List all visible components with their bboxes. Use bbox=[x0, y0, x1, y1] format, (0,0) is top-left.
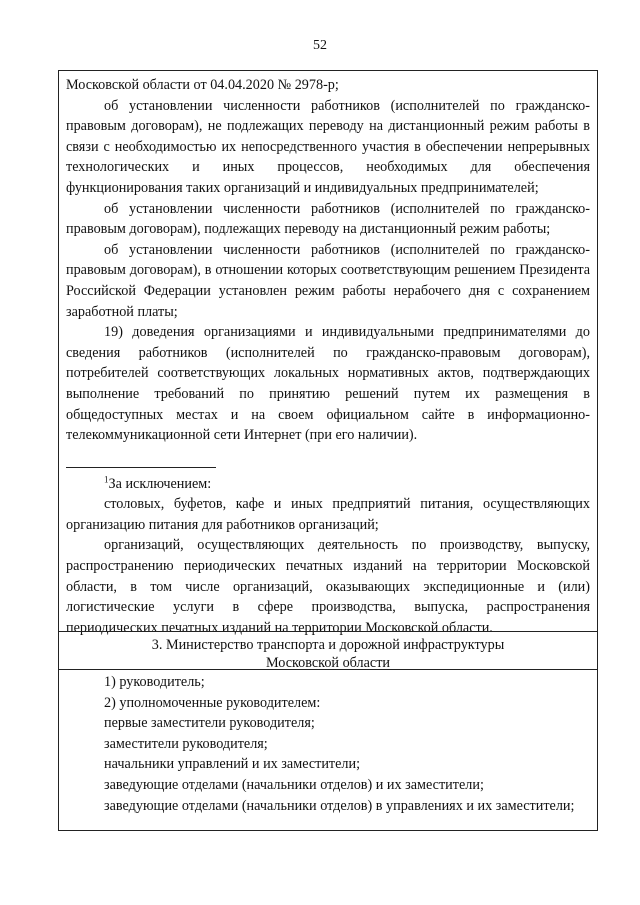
paragraph: об установлении численности работников (исполнителей по гражданско-правовым договорам), подлежащих переводу на дистанционный режим работы; bbox=[66, 200, 590, 238]
table-cell-bottom bbox=[59, 669, 597, 830]
footnote-paragraph: столовых, буфетов, кафе и иных предприятий питания, осуществляющих организацию питания для работников организаций; bbox=[66, 496, 590, 533]
list-item: начальники управлений и их заместители; bbox=[104, 756, 361, 773]
footnote-separator bbox=[66, 467, 216, 468]
list-item: 2) уполномоченные руководителем: bbox=[104, 694, 321, 711]
footnote-lead bbox=[66, 474, 590, 495]
page-number: 52 bbox=[313, 38, 327, 53]
paragraph: об установлении численности работников (исполнителей по гражданско-правовым договорам), в отношении которых соответствующим решением Президента Российской Федерации установлен режим работы нерабочего дня с сохранением заработной платы; bbox=[66, 241, 590, 320]
section-title-line-2: Московской области bbox=[265, 655, 390, 671]
footnote-mark: 1 bbox=[104, 473, 109, 484]
paragraph: об установлении численности работников (исполнителей по гражданско-правовым договорам), не подлежащих переводу на дистанционный режим работы в связи с необходимостью их непосредственного участия в обеспечении непрерывных технологических и иных процессов, необходимых для обеспечения функционирования таких организаций и индивидуальных предпринимателей; bbox=[66, 97, 590, 196]
paragraph: Московской области от 04.04.2020 № 2978-р; bbox=[66, 77, 339, 93]
list-item: заведующие отделами (начальники отделов) в управлениях и их заместители; bbox=[104, 797, 575, 814]
document-table bbox=[58, 70, 598, 831]
footnote-lead-text: За исключением: bbox=[108, 475, 212, 492]
section-title-line-1: 3. Министерство транспорта и дорожной инфраструктуры bbox=[151, 637, 505, 653]
list-item: заведующие отделами (начальники отделов) и их заместители; bbox=[104, 776, 484, 793]
table-cell-top bbox=[59, 71, 597, 636]
paragraph: 19) доведения организациями и индивидуальными предпринимателями до сведения работников (исполнителей по гражданско-правовым договорам), потребителей соответствующих локальных нормативных актов, подтверждающих выполнение требований по принятию решений путем их размещения в общедоступных местах и на своем официальном сайте в информационно-телекоммуникационной сети Интернет (при его наличии). bbox=[66, 324, 590, 444]
section-heading-cell bbox=[59, 631, 597, 669]
list-item: заместители руководителя; bbox=[104, 735, 268, 752]
list-item: первые заместители руководителя; bbox=[104, 715, 315, 732]
list-item: 1) руководитель; bbox=[104, 674, 205, 690]
footnote-paragraph: организаций, осуществляющих деятельность по производству, выпуску, распространению периодических печатных изданий на территории Московской области, в том числе организаций, оказывающих экспедиционные и (или) логистические услуги в сфере производства, выпуска, распространения периодических печатных изданий на территории Московской области. bbox=[66, 537, 590, 636]
